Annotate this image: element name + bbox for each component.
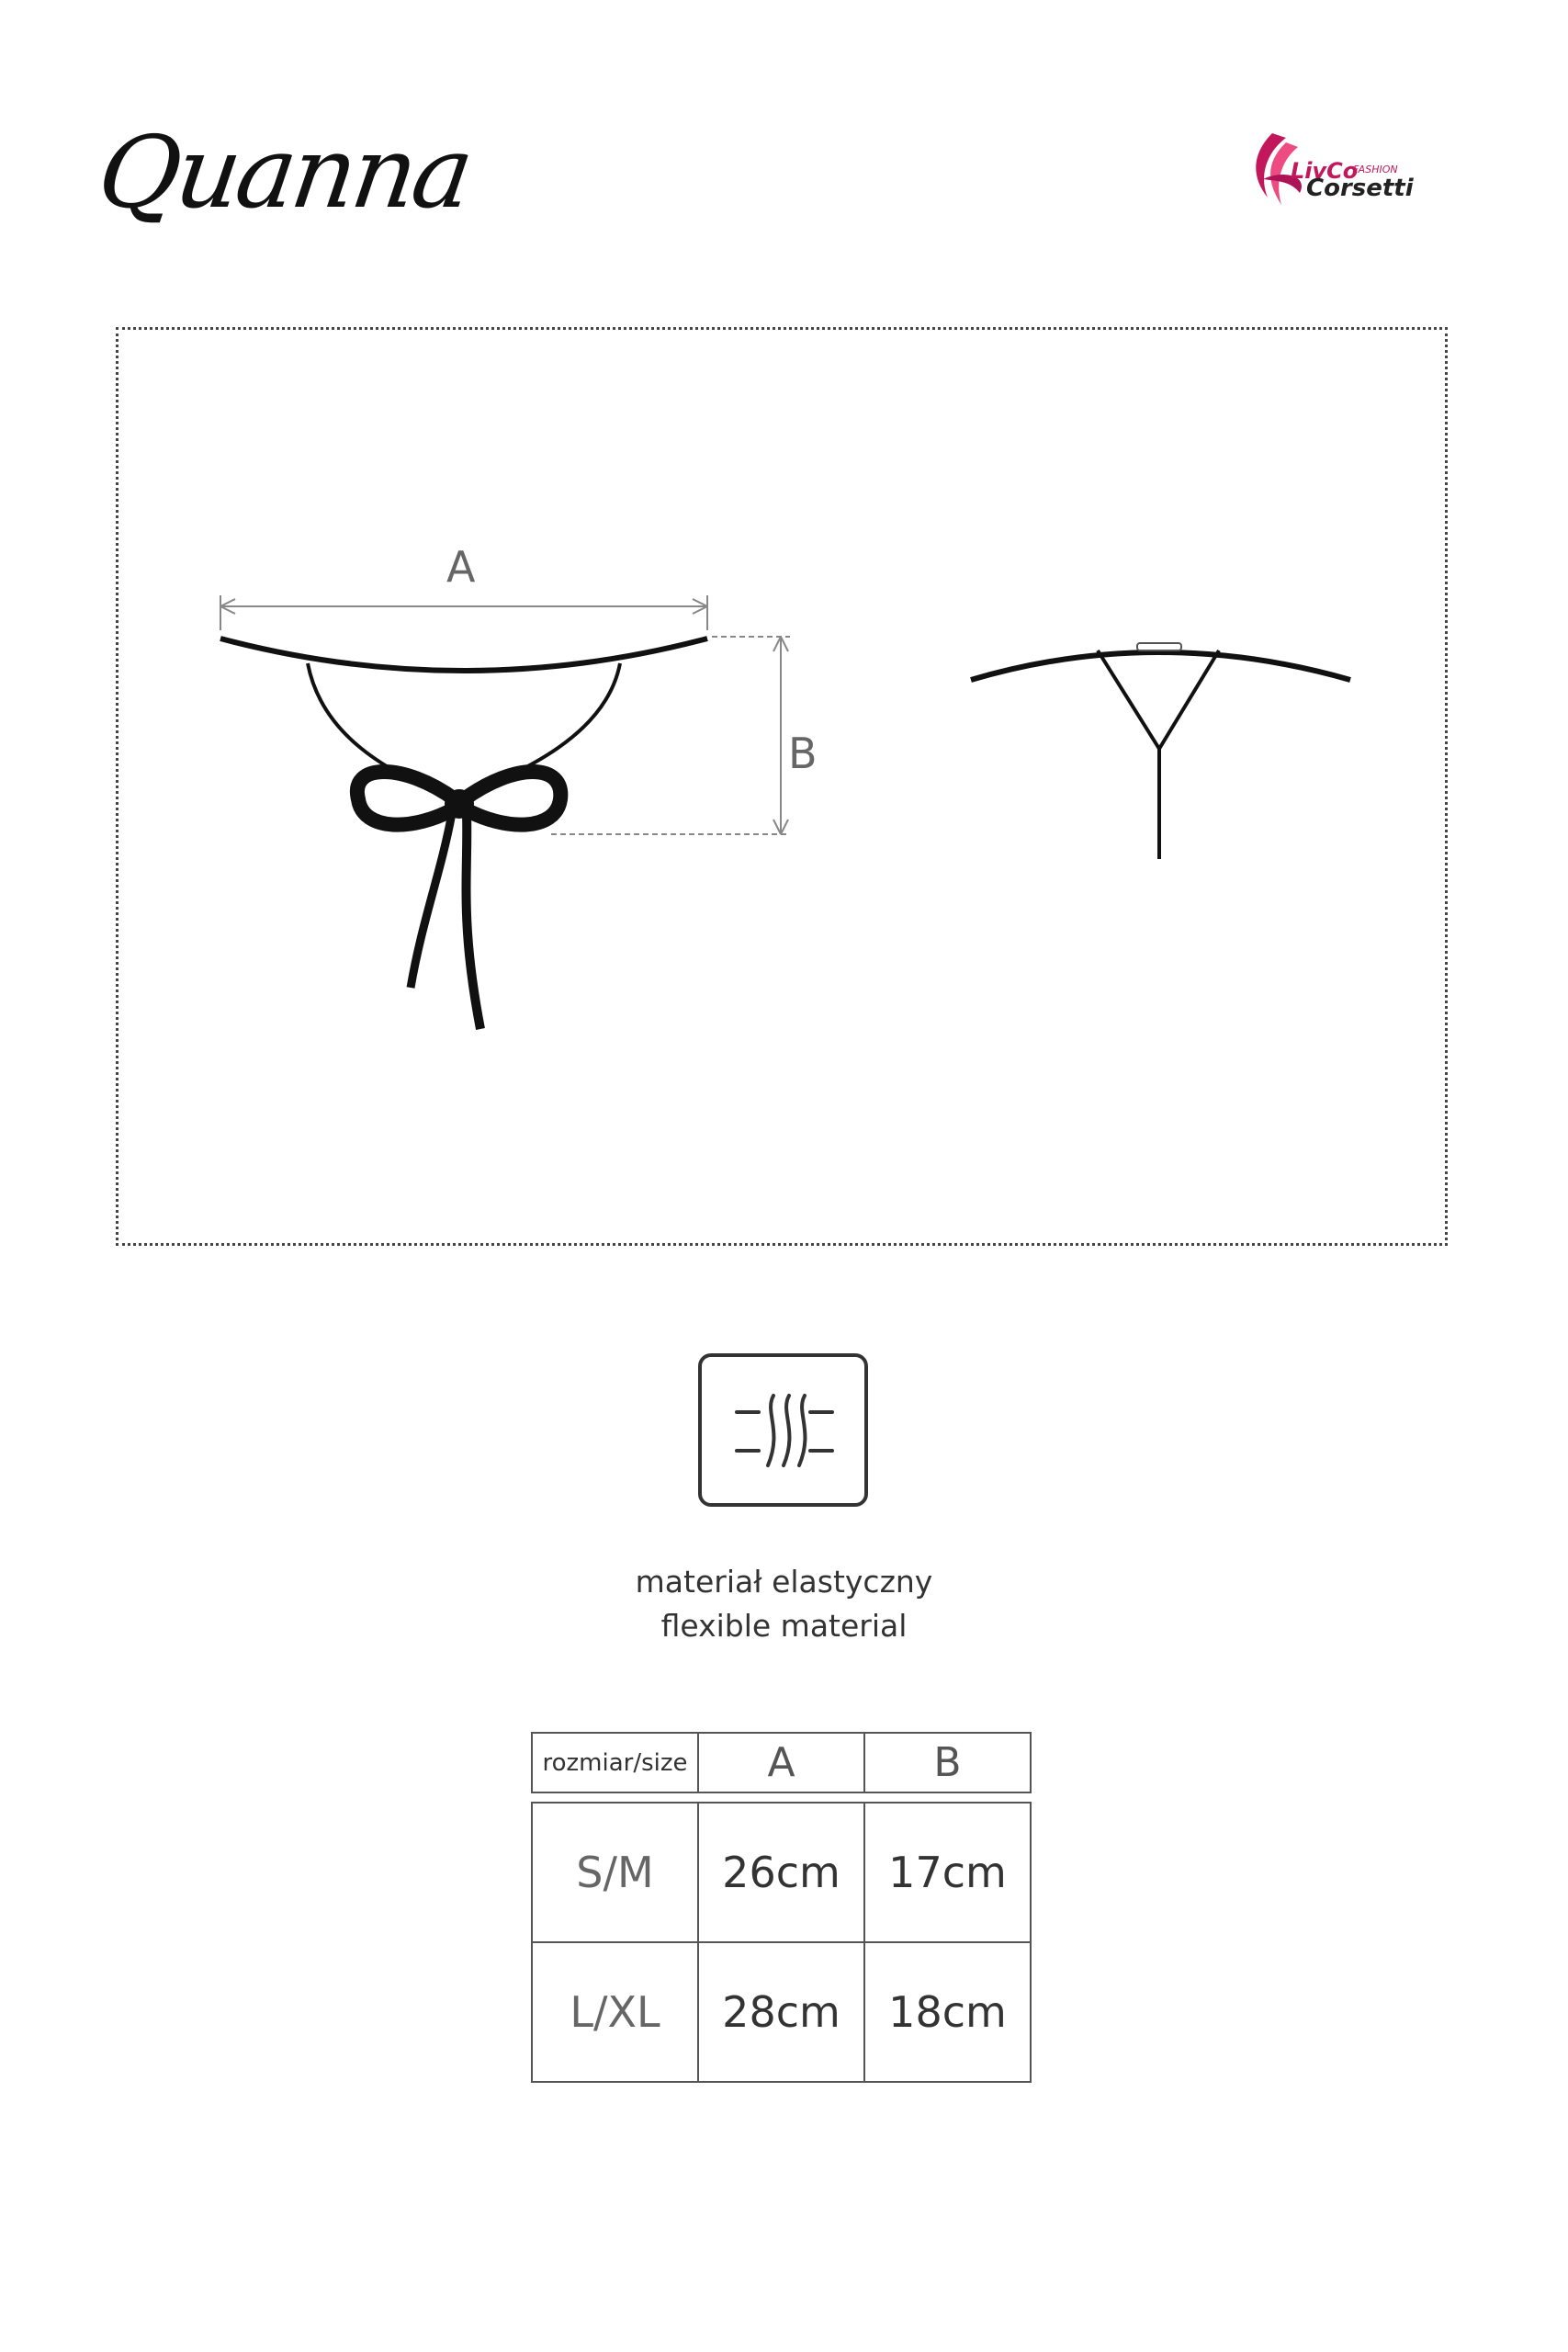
- header-size: rozmiar/size: [532, 1733, 698, 1792]
- dimension-a-arrow: [220, 595, 707, 630]
- size-a-value: 26cm: [698, 1803, 864, 1942]
- size-name: L/XL: [532, 1942, 698, 2082]
- product-title: Quanna: [91, 116, 477, 231]
- material-label-pl: materiał elastyczny: [635, 1564, 933, 1600]
- dimension-b-arrow: [551, 637, 790, 834]
- logo-livco-text: LivCo: [1291, 158, 1359, 184]
- back-waistband: [971, 652, 1350, 680]
- back-string: [1098, 650, 1219, 749]
- size-table: [531, 1802, 1032, 2083]
- front-waistband: [220, 639, 707, 671]
- dimension-b-label: B: [788, 729, 818, 778]
- size-b-value: 17cm: [864, 1803, 1031, 1942]
- size-b-value: 18cm: [864, 1942, 1031, 2082]
- material-label-en: flexible material: [660, 1608, 908, 1644]
- logo-fashion-text: FASHION: [1353, 164, 1398, 175]
- table-row: [532, 1803, 1031, 1942]
- table-row: [532, 1942, 1031, 2082]
- dimension-a-label: A: [446, 542, 476, 592]
- logo-corsetti-text: Corsetti: [1306, 175, 1414, 202]
- header-b: B: [864, 1733, 1031, 1792]
- bow-icon: [357, 772, 560, 1029]
- size-a-value: 28cm: [698, 1942, 864, 2082]
- size-name: S/M: [532, 1803, 698, 1942]
- flexible-material-icon: [698, 1353, 868, 1507]
- header-a: A: [698, 1733, 864, 1792]
- size-table-header: [531, 1732, 1032, 1793]
